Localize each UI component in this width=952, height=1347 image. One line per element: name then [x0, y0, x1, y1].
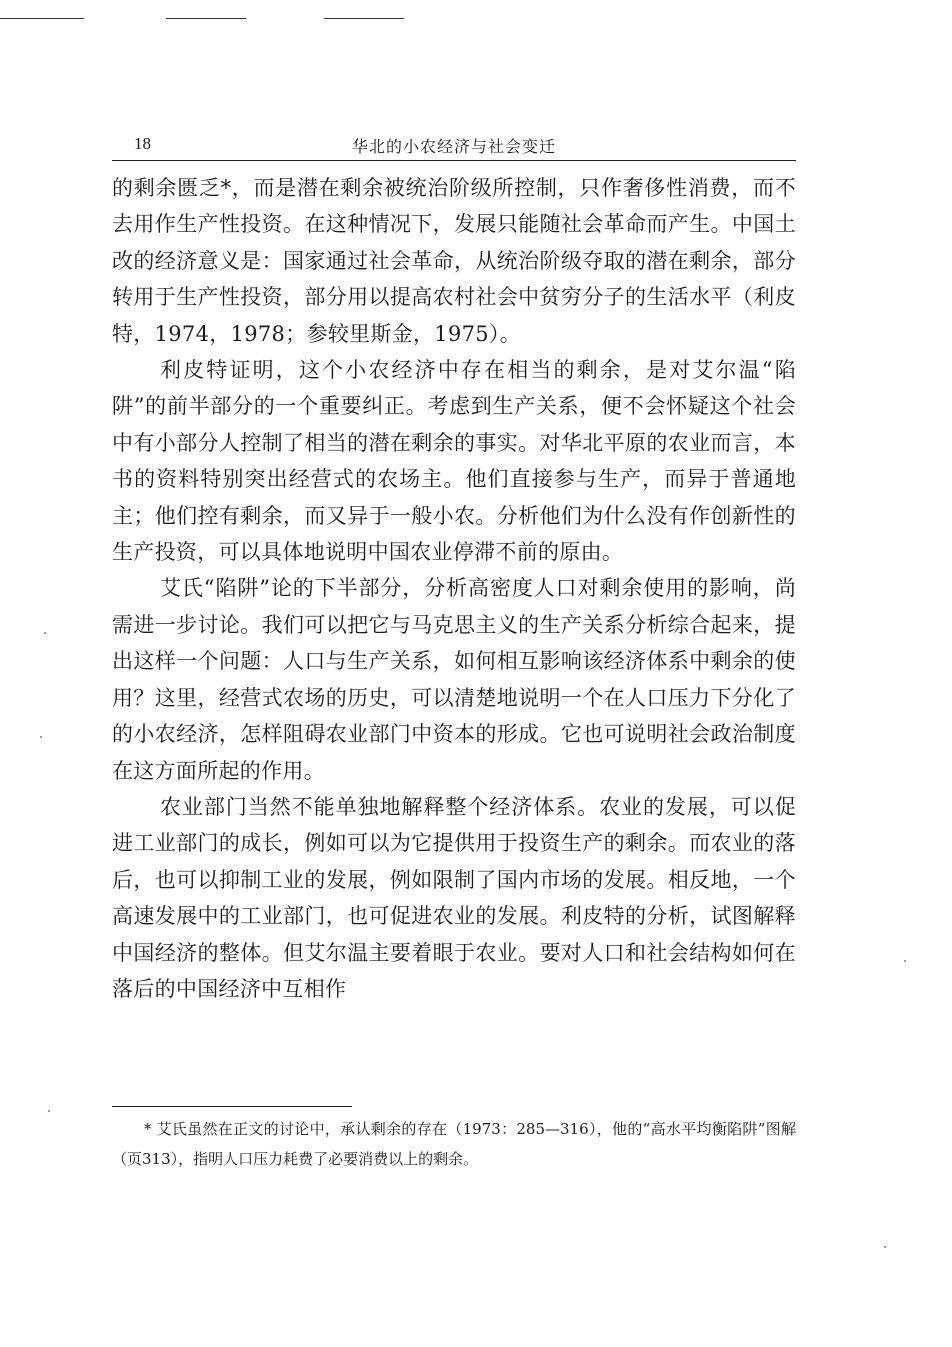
footnote-rule [112, 1106, 352, 1107]
paragraph-continued: 的剩余匮乏*，而是潜在剩余被统治阶级所控制，只作奢侈性消费，而不去用作生产性投资。在这种情况下，发展只能随社会革命而产生。中国土改的经济意义是：国家通过社会革命，从统治阶级夺取的潜在剩余，部分转用于生产性投资，部分用以提高农村社会中贫穷分子的生活水平（利皮特，1974，1978；参较里斯金，1975）。 [112, 176, 796, 346]
running-title: 华北的小农经济与社会变迁 [351, 137, 556, 156]
scan-speck [44, 632, 46, 634]
body-text [112, 170, 796, 1007]
paragraph: 利皮特证明，这个小农经济中存在相当的剩余，是对艾尔温“陷阱”的前半部分的一个重要纠正。考虑到生产关系，便不会怀疑这个社会中有小部分人控制了相当的潜在剩余的事实。对华北平原的农业而言，本书的资料特别突出经营式的农场主。他们直接参与生产，而异于普通地主；他们控有剩余，而又异于一般小农。分析他们为什么没有作创新性的生产投资，可以具体地说明中国农业停滞不前的原由。 [112, 358, 796, 565]
top-scan-rule-right [324, 18, 404, 19]
paragraph: 农业部门当然不能单独地解释整个经济体系。农业的发展，可以促进工业部门的成长，例如可以为它提供用于投资生产的剩余。而农业的落后，也可以抑制工业的发展，例如限制了国内市场的发展。相反地，一个高速发展中的工业部门，也可促进农业的发展。利皮特的分析，试图解释中国经济的整体。但艾尔温主要着眼于农业。要对人口和社会结构如何在落后的中国经济中互相作 [112, 794, 796, 1001]
top-scan-rule-middle [166, 18, 246, 19]
footnote: * 艾氏虽然在正文的讨论中，承认剩余的存在（1973：285—316），他的“高水平均衡陷阱”图解（页313），指明人口压力耗费了必要消费以上的剩余。 [112, 1120, 796, 1168]
top-scan-rule-left [0, 18, 84, 19]
scan-speck [48, 1110, 50, 1112]
page-number: 18 [134, 134, 151, 153]
scan-speck [904, 960, 906, 962]
scan-speck [40, 736, 42, 738]
page-header [112, 132, 796, 161]
scan-speck [884, 1246, 886, 1248]
paragraph: 艾氏“陷阱”论的下半部分，分析高密度人口对剩余使用的影响，尚需进一步讨论。我们可以把它与马克思主义的生产关系分析综合起来，提出这样一个问题：人口与生产关系，如何相互影响该经济体系中剩余的使用？这里，经营式农场的历史，可以清楚地说明一个在人口压力下分化了的小农经济，怎样阻碍农业部门中资本的形成。它也可说明社会政治制度在这方面所起的作用。 [112, 576, 796, 783]
